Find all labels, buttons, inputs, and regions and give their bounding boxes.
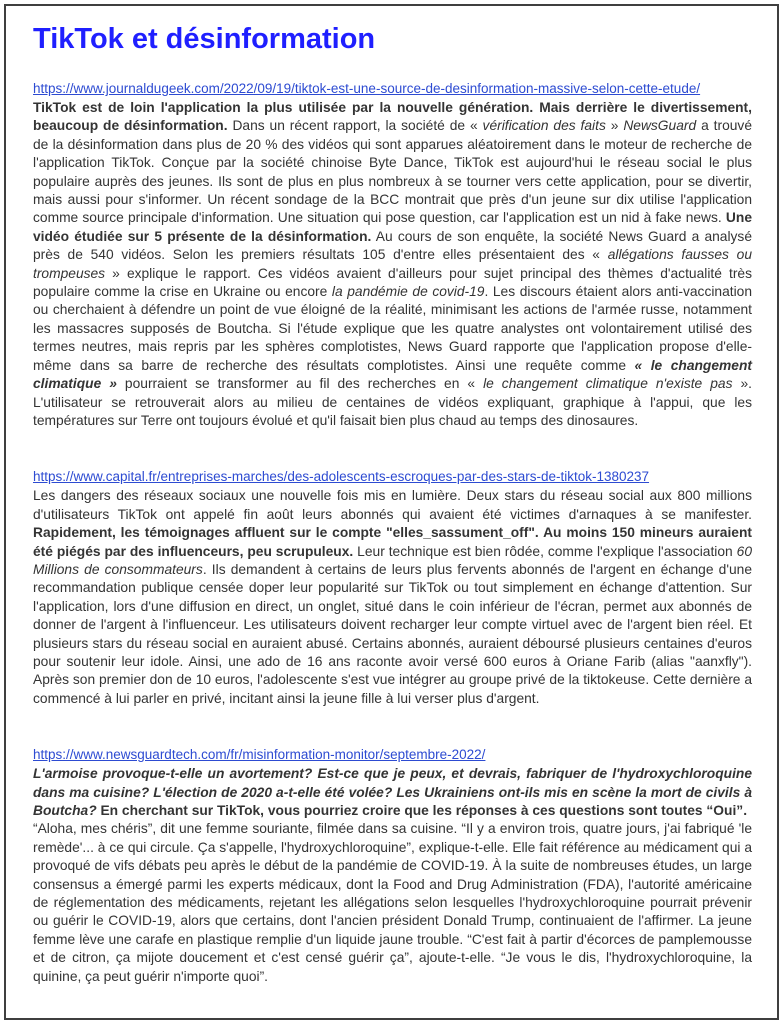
article-paragraph <box>33 487 752 708</box>
text-run: allégations fausses ou trompeuses <box>33 247 752 281</box>
article-paragraph <box>33 765 752 820</box>
text-run: Leur technique est bien rôdée, comme l'explique l'association <box>353 543 737 559</box>
text-run: Les dangers des réseaux sociaux une nouvelle fois mis en lumière. Deux stars du réseau social aux 800 millions d'utilisateurs TikTok ont appelé fin août leurs abonnés qui avaient été victimes d'arnaques à se manifester. <box>33 488 752 522</box>
article-paragraph <box>33 820 752 986</box>
text-run: a trouvé de la désinformation dans plus de 20 % des vidéos qui sont apparues aléatoirement dans le moteur de recherche de l'application TikTok. Conçue par la société chinoise Byte Dance, TikTok est aujourd'hui le réseau social le plus populaire auprès des jeunes. Ils sont de plus en plus nombreux à se tourner vers cette application, pour se divertir, mais aussi pour s'informer. Un récent sondage de la BCC montrait que près d'un jeune sur dix utilise l'application comme source principale d'information. Une situation qui pose question, car l'application est un nid à fake news. <box>33 118 752 226</box>
text-run: TikTok est de loin l'application la plus utilisée par la nouvelle génération. Mais derrière le divertissement, beaucoup de désinformation. <box>33 100 752 134</box>
text-run: ». L'utilisateur se retrouverait alors au milieu de centaines de vidéos expliquant, graphique à l'appui, que les températures sur Terre ont toujours évolué et qu'il faisait bien plus chaud au temps des dinosaures. <box>33 376 752 428</box>
text-run: » <box>605 118 624 134</box>
text-run: la pandémie de covid-19 <box>331 284 485 300</box>
article-section-2 <box>33 468 752 708</box>
sections-container <box>33 80 752 986</box>
article-paragraph <box>33 99 752 430</box>
article-link-3[interactable]: https://www.newsguardtech.com/fr/misinformation-monitor/septembre-2022/ <box>33 747 486 763</box>
text-run: 60 Millions de consommateurs <box>33 543 752 577</box>
text-run: . Les discours étaient alors anti-vaccination ou cherchaient à défendre un point de vue éloigné de la réalité, minimisant les actions de l'armée russe, notamment les massacres supposés de Boutcha. Si l'étude explique que les quatre analystes ont volontairement utilisé des termes neutres, mais repris par les sphères complotistes, News Guard rapporte que l'application propose d'elle-même dans sa barre de recherche des résultats complotistes. Ainsi une requête comme <box>33 284 752 373</box>
text-run: “Aloha, mes chéris”, dit une femme souriante, filmée dans sa cuisine. “Il y a environ trois, quatre jours, j'ai fabriqué 'le remède'... à ce qui circule. Ça s'appelle, l'hydroxychloroquine”, explique-t-elle. Elle fait référence au médicament qui a provoqué de vifs débats peu après le début de la pandémie de COVID-19. À la suite de nombreuses études, un large consensus a émergé parmi les experts médicaux, dont la Food and Drug Administration (FDA), l'autorité américaine de réglementation des médicaments, rejetant les allégations selon lesquelles l'hydroxychloroquine pourrait prévenir ou guérir le COVID-19, alors que certains, dont l'ancien président Donald Trump, continuaient de l'affirmer. La jeune femme lève une carafe en plastique remplie d'un liquide jaune trouble. “C'est fait à partir d'écorces de pamplemousse et de citron, ça mijote doucement et c'est censé guérir ça”, ajoute-t-elle. “Je vous le dis, l'hydroxychloroquine, la quinine, ça peut guérir n'importe quoi”. <box>33 821 752 984</box>
text-run: pourraient se transformer au fil des recherches en « <box>116 376 484 392</box>
document-content <box>33 18 752 986</box>
text-run: En cherchant sur TikTok, vous pourriez croire que les réponses à ces questions sont toutes “Oui”. <box>100 803 748 818</box>
text-run: Rapidement, les témoignages affluent sur le compte "elles_sassument_off". Au moins 150 mineurs auraient été piégés par des influenceurs, peu scrupuleux. <box>33 525 752 559</box>
text-run: Une vidéo étudiée sur 5 présente de la désinformation. <box>33 210 752 244</box>
document-title: TikTok et désinformation <box>33 23 376 55</box>
text-run: NewsGuard <box>623 118 697 134</box>
text-run: Dans un récent rapport, la société de « <box>227 118 483 134</box>
article-link-1[interactable]: https://www.journaldugeek.com/2022/09/19/tiktok-est-une-source-de-desinformation-massive-selon-cette-etude/ <box>33 81 701 96</box>
article-section-1 <box>33 80 752 430</box>
text-run: vérification des faits <box>482 118 606 134</box>
text-run: Au cours de son enquête, la société News Guard a analysé près de 540 vidéos. Selon les premiers résultats 105 d'entre elles présentaient des « <box>33 228 752 263</box>
text-run: « le changement climatique » <box>33 357 752 392</box>
text-run: . Ils demandent à certains de leurs plus fervents abonnés de l'argent en échange d'une recommandation publique censée doper leur popularité sur TikTok ou tout simplement en échange d'attention. Sur l'application, lors d'une diffusion en direct, un onglet, situé dans le coin inférieur de l'écran, permet aux abonnés de donner de l'argent à l'influenceur. Les utilisateurs doivent recharger leur compte virtuel avec de l'argent bien réel. Et plusieurs stars du réseau social en auraient abusé. Certains abonnés, auraient déboursé plusieurs centaines d'euros pour soutenir leur idole. Ainsi, une ado de 16 ans raconte avoir versé 600 euros à Oriane Farib (alias "aanxfly"). Après son premier don de 10 euros, l'adolescente s'est vue intégrer au groupe privé de la tiktokeuse. Cette dernière a commencé à lui parler en privé, incitant ainsi la jeune fille à lui verser plus d'argent. <box>33 561 752 706</box>
text-run: le changement climatique n'existe pas <box>483 376 733 392</box>
article-link-2[interactable]: https://www.capital.fr/entreprises-marches/des-adolescents-escroques-par-des-stars-de-tiktok-1380237 <box>33 469 650 485</box>
text-run: L'armoise provoque-t-elle un avortement? Est-ce que je peux, et devrais, fabriquer de l'hydroxychloroquine dans ma cuisine? L'élection de 2020 a-t-elle été volée? Les Ukrainiens ont-ils mis en scène la mort de civils à Boutcha? <box>33 766 752 818</box>
article-section-3 <box>33 746 752 986</box>
text-run: » explique le rapport. Ces vidéos avaient d'ailleurs pour sujet principal des thèmes d'actualité très populaire comme la crise en Ukraine ou encore <box>33 265 752 300</box>
